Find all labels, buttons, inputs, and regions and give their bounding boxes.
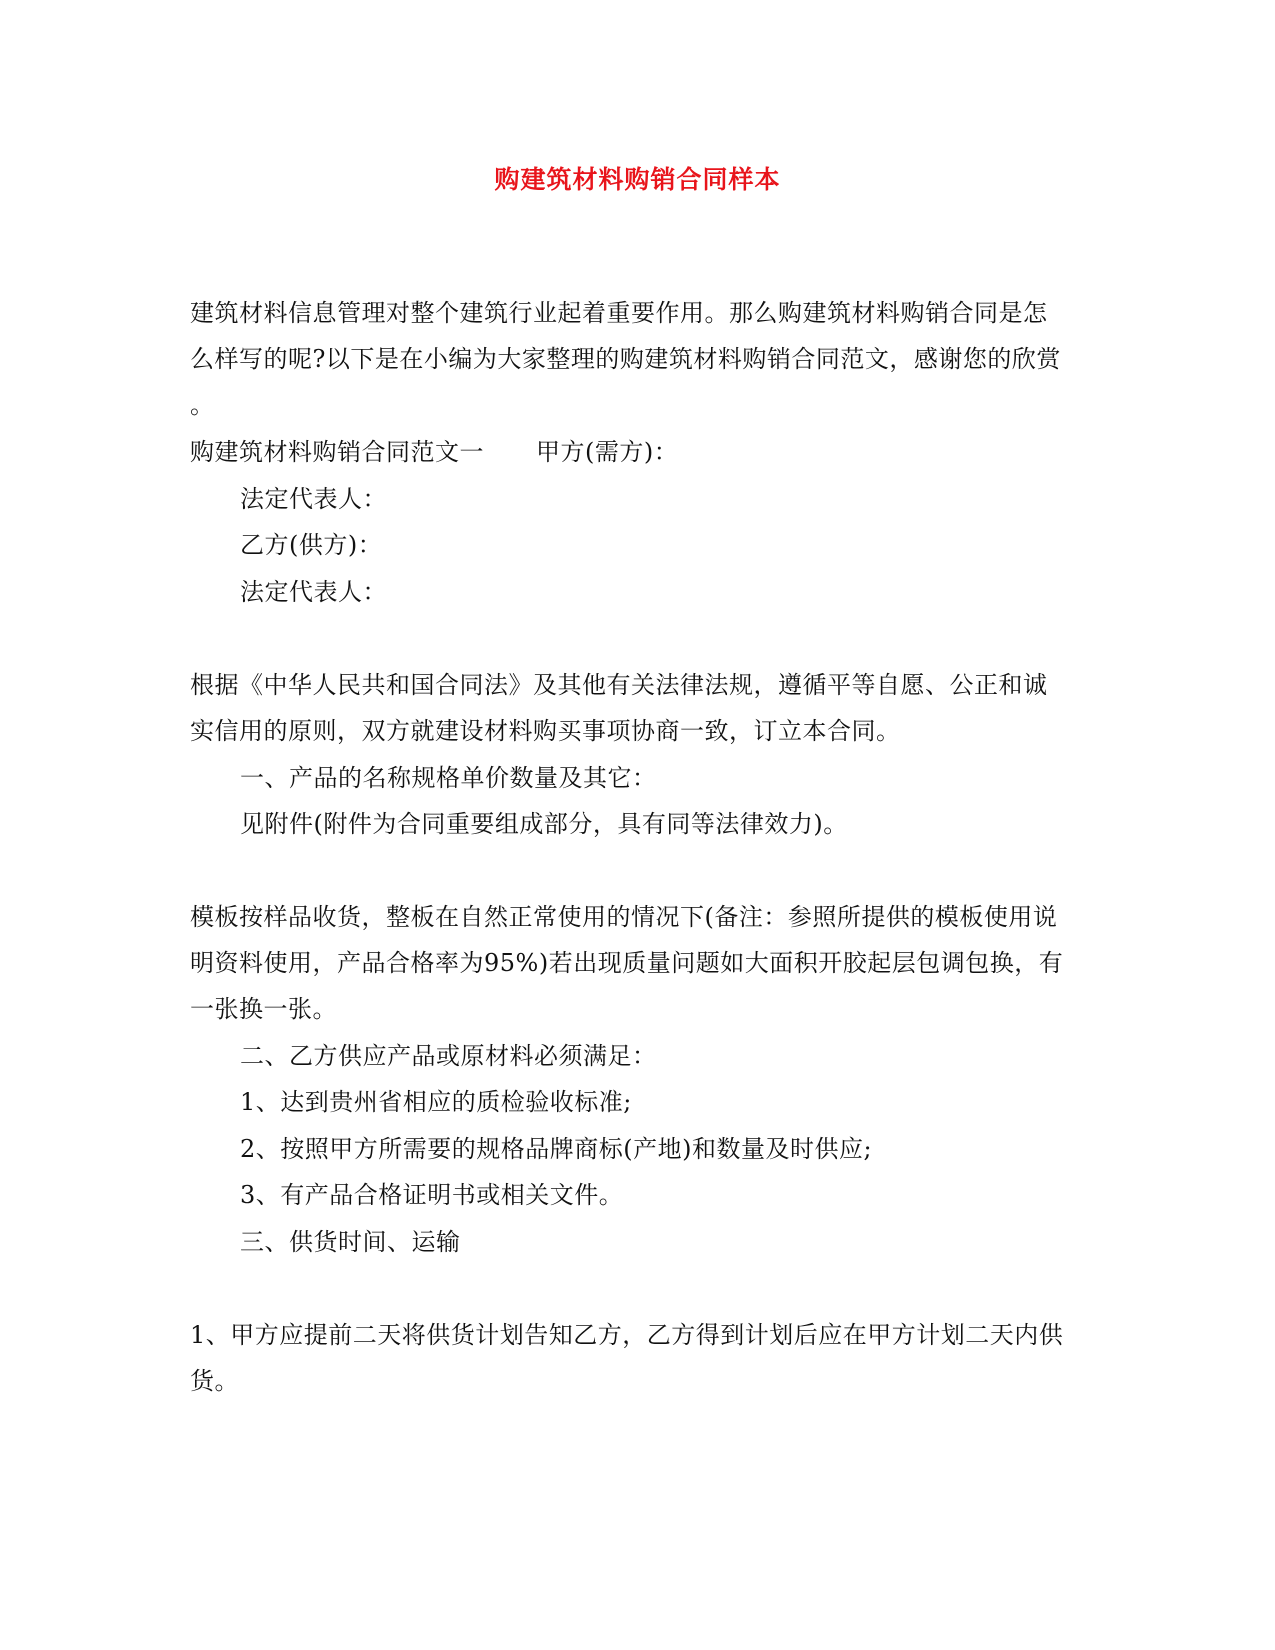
sample-heading: 购建筑材料购销合同范文一: [190, 438, 484, 466]
section-3-item-1-line-1: 1、甲方应提前二天将供货计划告知乙方，乙方得到计划后应在甲方计划二天内供: [190, 1321, 1064, 1349]
section-1-title: 一、产品的名称规格单价数量及其它：: [240, 764, 657, 792]
sample-heading-row: [190, 437, 678, 467]
intro-line-3: 。: [190, 391, 215, 419]
preamble-line-1: 根据《中华人民共和国合同法》及其他有关法律法规，遵循平等自愿、公正和诚: [190, 671, 1048, 699]
party-b-label: 乙方(供方)：: [240, 531, 383, 559]
preamble-line-2: 实信用的原则，双方就建设材料购买事项协商一致，订立本合同。: [190, 717, 901, 745]
party-a-label: 甲方(需方)：: [536, 438, 679, 466]
document-title: 购建筑材料购销合同样本: [494, 165, 781, 194]
section-2-item-3: 3、有产品合格证明书或相关文件。: [240, 1181, 624, 1209]
party-a-rep-label: 法定代表人：: [240, 485, 387, 513]
section-2-item-1: 1、达到贵州省相应的质检验收标准;: [240, 1088, 632, 1116]
section-1-body: 见附件(附件为合同重要组成部分，具有同等法律效力)。: [240, 810, 848, 838]
intro-line-2: 么样写的呢?以下是在小编为大家整理的购建筑材料购销合同范文，感谢您的欣赏: [190, 345, 1061, 373]
template-clause-line-3: 一张换一张。: [190, 995, 337, 1023]
template-clause-line-1: 模板按样品收货，整板在自然正常使用的情况下(备注：参照所提供的模板使用说: [190, 903, 1058, 931]
party-b-rep-label: 法定代表人：: [240, 578, 387, 606]
template-clause-line-2: 明资料使用，产品合格率为95%)若出现质量问题如大面积开胶起层包调包换，有: [190, 949, 1064, 977]
section-3-title: 三、供货时间、运输: [240, 1228, 461, 1256]
section-2-title: 二、乙方供应产品或原材料必须满足：: [240, 1042, 657, 1070]
section-3-item-1-line-2: 货。: [190, 1367, 239, 1395]
section-2-item-2: 2、按照甲方所需要的规格品牌商标(产地)和数量及时供应;: [240, 1135, 873, 1163]
intro-line-1: 建筑材料信息管理对整个建筑行业起着重要作用。那么购建筑材料购销合同是怎: [190, 299, 1048, 327]
